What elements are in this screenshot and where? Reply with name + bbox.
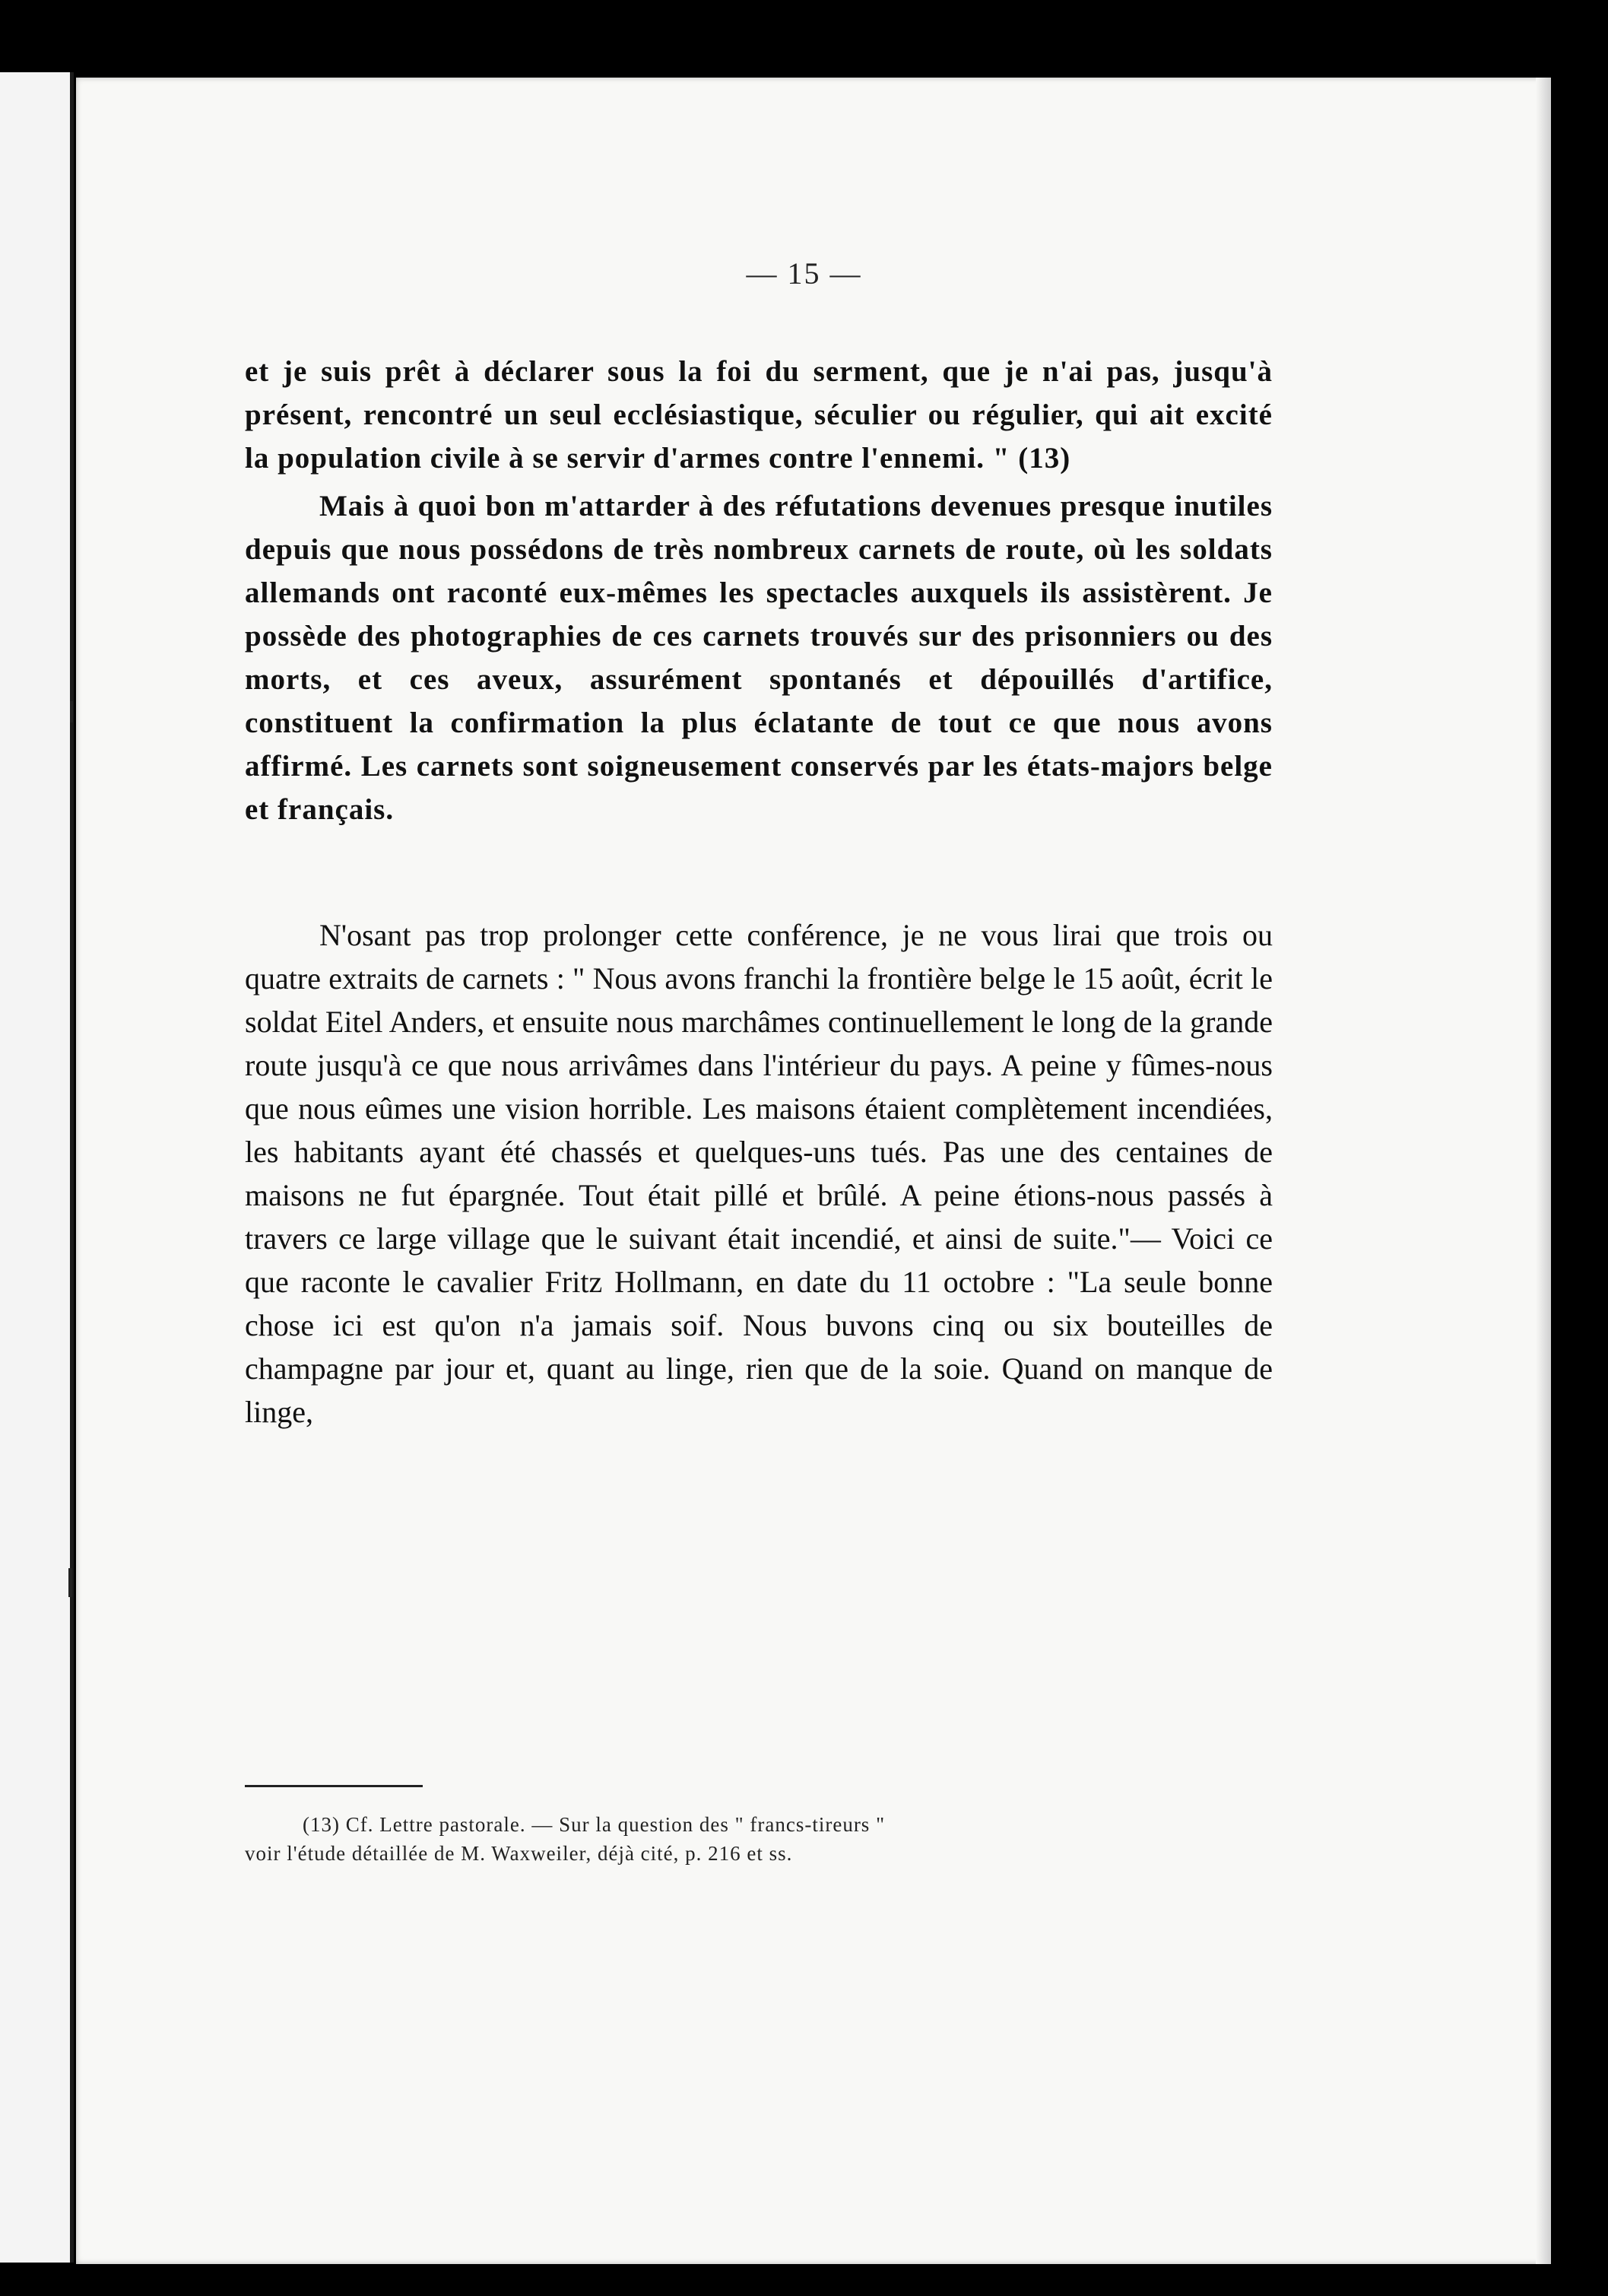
footnote [245, 1810, 1273, 1868]
page-number: — 15 — [746, 256, 862, 291]
paragraph-1-text: et je suis prêt à déclarer sous la foi du serment, que je n'ai pas, jusqu'à présent, rencontré un seul ecclésiastique, séculier ou régulier, qui ait excité la population civile à se servir d'armes contre l'ennemi. " [245, 355, 1273, 475]
footnote-reference: (13) [1018, 442, 1071, 475]
footnote-divider [245, 1785, 423, 1787]
previous-page-edge [0, 72, 74, 2263]
paragraph-3: N'osant pas trop prolonger cette conférence, je ne vous lirai que trois ou quatre extraits de carnets : " Nous avons franchi la frontière belge le 15 août, écrit le soldat Eitel Anders, et ensuite nous marchâmes continuellement le long de la grande route jusqu'à ce que nous arrivâmes dans l'intérieur du pays. A peine y fûmes-nous que nous eûmes une vision horrible. Les maisons étaient complètement incendiées, les habitants ayant été chassés et quelques-uns tués. Pas une des centaines de maisons ne fut épargnée. Tout était pillé et brûlé. A peine étions-nous passés à travers ce large village que le suivant était incendié, et ainsi de suite."— Voici ce que raconte le cavalier Fritz Hollmann, en date du 11 octobre : "La seule bonne chose ici est qu'on n'a jamais soif. Nous buvons cinq ou six bouteilles de champagne par jour et, quant au linge, rien que de la soie. Quand on manque de linge, [245, 918, 1273, 1429]
scan-speck [68, 1568, 72, 1597]
footnote-line-1 [245, 1810, 1273, 1839]
body-text [245, 350, 1273, 1434]
page-edge-shadow [1536, 78, 1551, 2264]
scan-speck [70, 701, 73, 722]
footnote-line-2: voir l'étude détaillée de M. Waxweiler, déjà cité, p. 216 et ss. [245, 1842, 793, 1865]
footnote-marker: (13) [303, 1813, 340, 1836]
paragraph-1 [245, 350, 1273, 480]
paragraph-2: Mais à quoi bon m'attarder à des réfutations devenues presque inutiles depuis que nous possédons de très nombreux carnets de route, où les soldats allemands ont raconté eux-mêmes les spectacles auxquels ils assistèrent. Je possède des photographies de ces carnets trouvés sur des prisonniers ou des morts, et ces aveux, assurément spontanés et dépouillés d'artifice, constituent la confirmation la plus éclatante de tout ce que nous avons affirmé. Les carnets sont soigneusement conservés par les états-majors belge et français. [245, 490, 1273, 826]
footnote-text-1: Cf. Lettre pastorale. — Sur la question des " francs-tireurs " [345, 1813, 886, 1836]
